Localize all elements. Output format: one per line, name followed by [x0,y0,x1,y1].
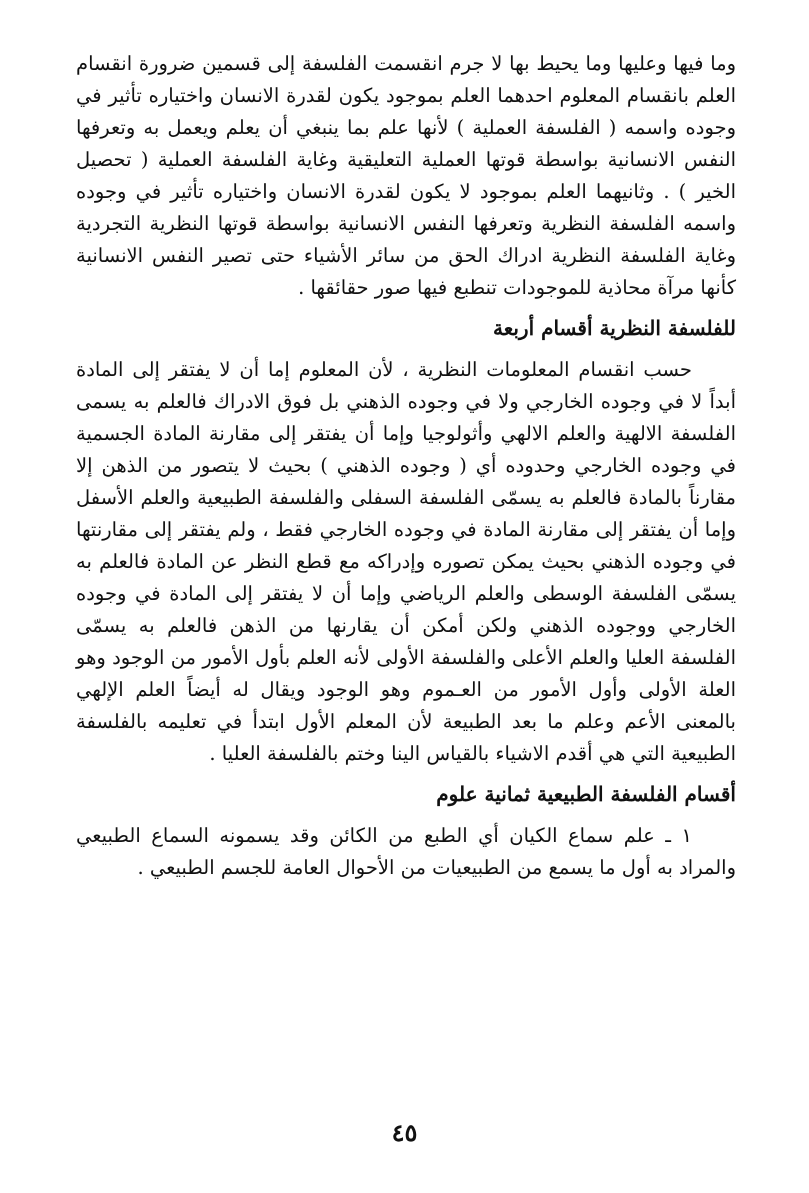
page-body [76,48,736,884]
paragraph-four-divisions: حسب انقسام المعلومات النظرية ، لأن المعلوم إما أن لا يفتقر إلى المادة أبداً لا في وجوده الخارجي ولا في وجوده الذهني بل فوق الادراك فالعلم به يسمى الفلسفة الالهية والعلم الالهي وأثولوجيا وإما أن يفتقر إلى مقارنة المادة الجسمية في وجوده الخارجي وحدوده أي ( وجوده الذهني ) بحيث لا يتصور من الذهن إلا مقارناً بالمادة فالعلم به يسمّى الفلسفة السفلى والفلسفة الطبيعية والعلم الأسفل وإما أن يفتقر إلى مقارنة المادة في وجوده الخارجي فقط ، ولم يفتقر إلى مقارنتها في وجوده الذهني بحيث يمكن تصوره وإدراكه مع قطع النظر عن المادة فالعلم به يسمّى الفلسفة الوسطى والعلم الرياضي وإما أن لا يفتقر إلى المادة في وجوده الخارجي ووجوده الذهني ولكن أمكن أن يقارنها من الذهن فالعلم به يسمّى الفلسفة العليا والعلم الأعلى والفلسفة الأولى لأنه العلم بأول الأمور من الوجود وهو العلة الأولى وأول الأمور من العـموم وهو الوجود ويقال له أيضاً العلم الإلهي بالمعنى الأعم وعلم ما بعد الطبيعة لأن المعلم الأول ابتدأ في تعليمه بالفلسفة الطبيعية التي هي أقدم الاشياء بالقياس الينا وختم بالفلسفة العليا . [76,358,736,765]
paragraph-first-natural-science: ١ ـ علم سماع الكيان أي الطبع من الكائن وقد يسمونه السماع الطبيعي والمراد به أول ما يسمع من الطبيعيات من الأحوال العامة للجسم الطبيعي . [76,824,736,879]
page-number: ٤٥ [391,1118,418,1147]
paragraph-practical-theoretical: وما فيها وعليها وما يحيط بها لا جرم انقسمت الفلسفة إلى قسمين ضرورة انقسام العلم بانقسام المعلوم احدهما العلم بموجود يكون لقدرة الانسان واختياره تأثير في وجوده واسمه ( الفلسفة العملية ) لأنها علم بما ينبغي أن يعلم ويعمل به وتعرفها النفس الانسانية بواسطة قوتها العملية التعليقية وغاية الفلسفة العملية ( تحصيل الخير ) . وثانيهما العلم بموجود لا يكون لقدرة الانسان واختياره تأثير في وجوده واسمه الفلسفة النظرية وتعرفها النفس الانسانية بواسطة قوتها النظرية التجردية وغاية الفلسفة النظرية ادراك الحق من سائر الأشياء حتى تصير النفس الانسانية كأنها مرآة محاذية للموجودات تنطبع فيها صور حقائقها . [76,52,736,299]
section-heading-natural-divisions: أقسام الفلسفة الطبيعية ثمانية علوم [436,782,736,806]
section-heading-theoretical-divisions: للفلسفة النظرية أقسام أربعة [492,316,736,340]
